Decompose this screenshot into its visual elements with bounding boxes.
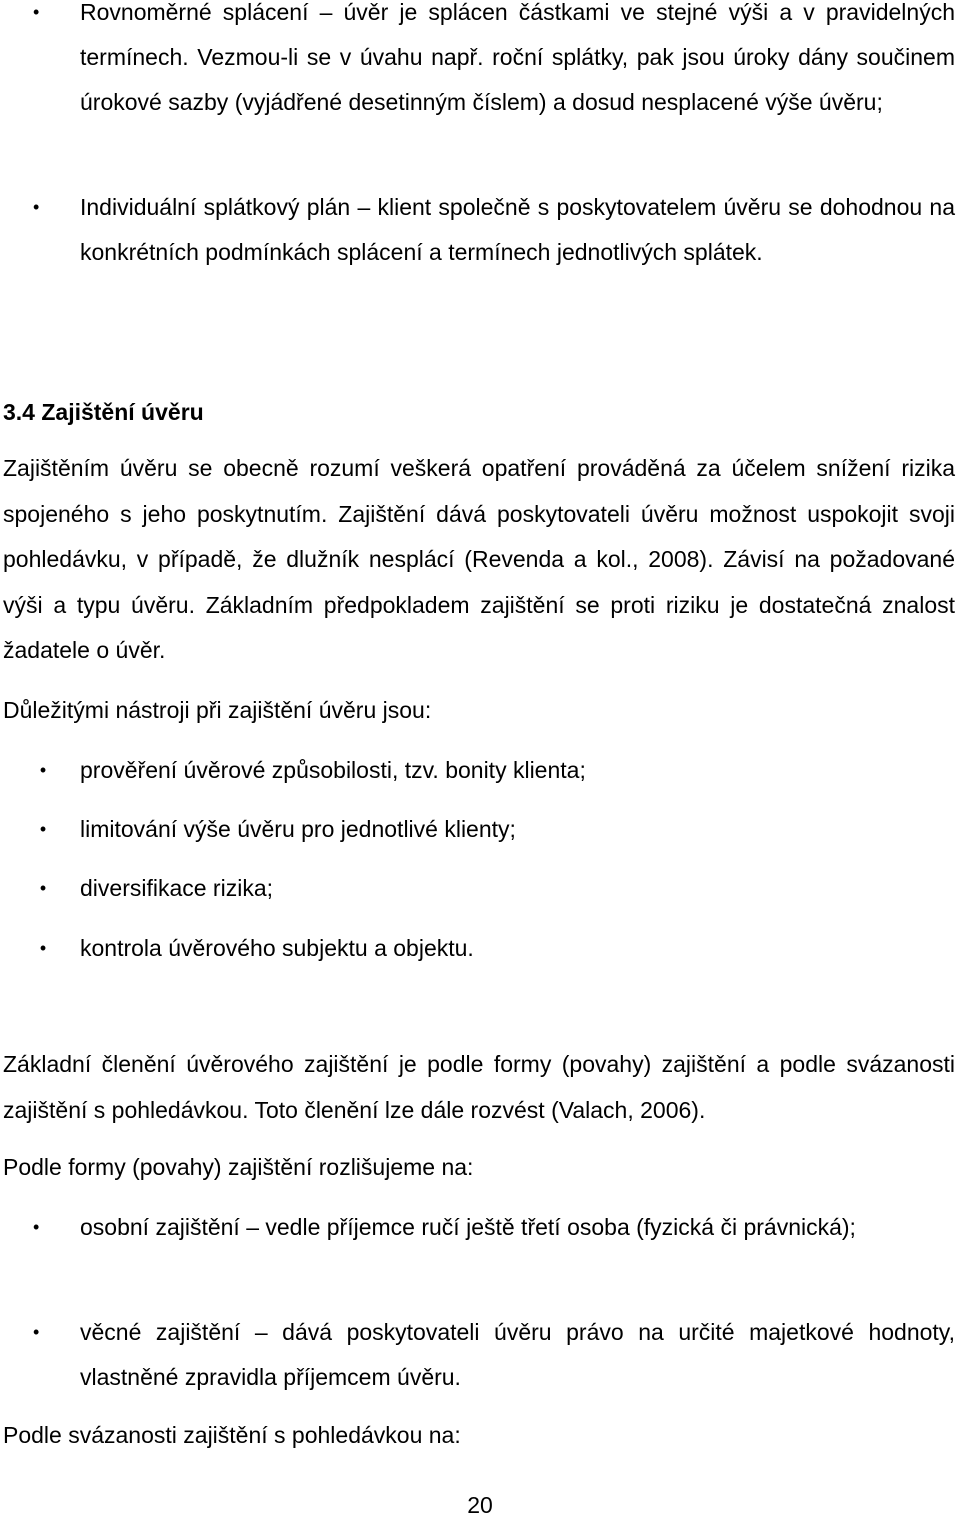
list-item-text: Individuální splátkový plán – klient společně s poskytovatelem úvěru se dohodnou na konkrétních podmínkách splácení a termínech jednotlivých splátek. [80, 194, 955, 265]
list-item-tool [39, 748, 955, 793]
bullet-icon: • [33, 2, 40, 22]
list-item-tool [39, 926, 955, 971]
list-item-text: osobní zajištění – vedle příjemce ručí ještě třetí osoba (fyzická či právnická); [80, 1214, 856, 1240]
paragraph-intro: Zajištěním úvěru se obecně rozumí veškerá opatření prováděná za účelem snížení rizika spojeného s jeho poskytnutím. Zajištění dává poskytovateli úvěru možnost uspokojit svoji pohledávku, v případě, že dlužník nesplácí (Revenda a kol., 2008). Závisí na požadované výši a typu úvěru. Základním předpokladem zajištění se proti riziku je dostatečná znalost žadatele o úvěr. [3, 455, 955, 663]
list-item-individual-plan [33, 185, 955, 275]
list-item-text: diversifikace rizika; [80, 875, 273, 901]
list-item-text: prověření úvěrové způsobilosti, tzv. bonity klienta; [80, 757, 586, 783]
paragraph-division: Základní členění úvěrového zajištění je podle formy (povahy) zajištění a podle svázanosti zajištění s pohledávkou. Toto členění lze dále rozvést (Valach, 2006). [3, 1051, 955, 1123]
bullet-icon: • [33, 1217, 40, 1237]
page-number: 20 [467, 1492, 493, 1518]
list-item-text: limitování výše úvěru pro jednotlivé klienty; [80, 816, 516, 842]
list-item-even-repayment [33, 0, 955, 125]
list-item-text: věcné zajištění – dává poskytovateli úvěru právo na určité majetkové hodnoty, vlastněné zpravidla příjemcem úvěru. [80, 1319, 955, 1390]
bullet-icon: • [39, 878, 47, 898]
form-intro: Podle formy (povahy) zajištění rozlišujeme na: [3, 1154, 474, 1180]
bullet-icon: • [39, 819, 47, 839]
list-item-material-security [33, 1310, 955, 1400]
binding-intro: Podle svázanosti zajištění s pohledávkou na: [3, 1422, 461, 1448]
bullet-icon: • [33, 1322, 40, 1342]
list-item-tool [39, 866, 955, 911]
list-item-tool [39, 807, 955, 852]
bullet-icon: • [39, 760, 47, 780]
bullet-icon: • [33, 197, 40, 217]
list-item-personal-security [33, 1205, 955, 1250]
bullet-icon: • [39, 938, 47, 958]
section-heading: 3.4 Zajištění úvěru [3, 399, 204, 425]
list-item-text: kontrola úvěrového subjektu a objektu. [80, 935, 474, 961]
tools-intro: Důležitými nástroji při zajištění úvěru jsou: [3, 697, 432, 723]
list-item-text: Rovnoměrné splácení – úvěr je splácen částkami ve stejné výši a v pravidelných termínech. Vezmou-li se v úvahu např. roční splátky, pak jsou úroky dány součinem úrokové sazby (vyjádřené desetinným číslem) a dosud nesplacené výše úvěru; [80, 0, 955, 115]
